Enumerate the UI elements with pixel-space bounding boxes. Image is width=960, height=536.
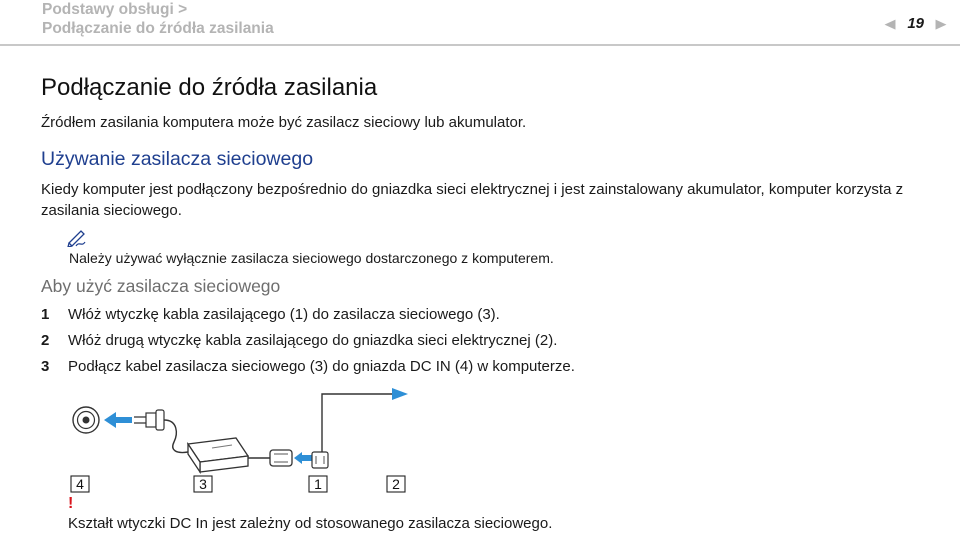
section-heading: Używanie zasilacza sieciowego — [41, 148, 314, 170]
pencil-note-icon — [67, 227, 89, 247]
step-number: 1 — [41, 306, 50, 323]
ac-adapter-icon — [188, 438, 248, 472]
arrow-to-wall-icon — [392, 388, 408, 400]
step-item — [41, 331, 557, 351]
diagram-label-4 — [71, 476, 89, 492]
svg-text:2: 2 — [392, 476, 400, 492]
diagram-label-1 — [309, 476, 327, 492]
intro-text: Źródłem zasilania komputera może być zasilacz sieciowy lub akumulator. — [41, 114, 527, 131]
step-text: Włóż wtyczkę kabla zasilającego (1) do zasilacza sieciowego (3). — [68, 306, 500, 323]
warning-icon: ! — [68, 495, 74, 512]
svg-text:3: 3 — [199, 476, 207, 492]
dc-in-jack-icon — [73, 407, 99, 433]
svg-text:1: 1 — [314, 476, 322, 492]
step-text: Włóż drugą wtyczkę kabla zasilającego do gniazdka sieci elektrycznej (2). — [68, 332, 558, 349]
breadcrumb-parent[interactable]: Podstawy obsługi > — [42, 1, 188, 18]
page-navigation — [885, 15, 946, 32]
diagram-label-2 — [387, 476, 405, 492]
prev-page-icon[interactable]: ◀ — [884, 15, 896, 31]
header-divider — [0, 44, 960, 46]
breadcrumb — [42, 0, 274, 38]
dc-cable — [164, 420, 188, 453]
power-cord-to-wall — [322, 394, 392, 460]
power-connection-diagram — [60, 382, 420, 496]
diagram-label-3 — [194, 476, 212, 492]
step-item — [41, 357, 575, 377]
breadcrumb-current: Podłączanie do źródła zasilania — [42, 20, 274, 37]
dc-plug-icon — [134, 410, 164, 430]
section-paragraph: Kiedy komputer jest podłączony bezpośrednio do gniazdka sieci elektrycznej i jest zainstalowany akumulator, komputer korzysta z zasilania sieciowego. — [41, 181, 904, 219]
page-number: 19 — [907, 15, 924, 32]
arrow-to-adapter-icon — [294, 452, 312, 464]
note-text: Należy używać wyłącznie zasilacza sieciowego dostarczonego z komputerem. — [69, 250, 554, 266]
page-title: Podłączanie do źródła zasilania — [41, 74, 378, 101]
arrow-to-dc-in-icon — [104, 412, 132, 428]
step-number: 2 — [41, 332, 50, 349]
warning-text: Kształt wtyczki DC In jest zależny od stosowanego zasilacza sieciowego. — [68, 515, 553, 532]
step-text: Podłącz kabel zasilacza sieciowego (3) do gniazda DC IN (4) w komputerze. — [68, 358, 575, 375]
next-page-icon[interactable]: ▶ — [935, 15, 947, 31]
power-cord-plug-icon — [270, 450, 292, 466]
step-item — [41, 305, 500, 325]
step-number: 3 — [41, 358, 50, 375]
wall-plug-icon — [312, 452, 328, 468]
svg-text:4: 4 — [76, 476, 84, 492]
procedure-heading: Aby użyć zasilacza sieciowego — [41, 276, 281, 296]
